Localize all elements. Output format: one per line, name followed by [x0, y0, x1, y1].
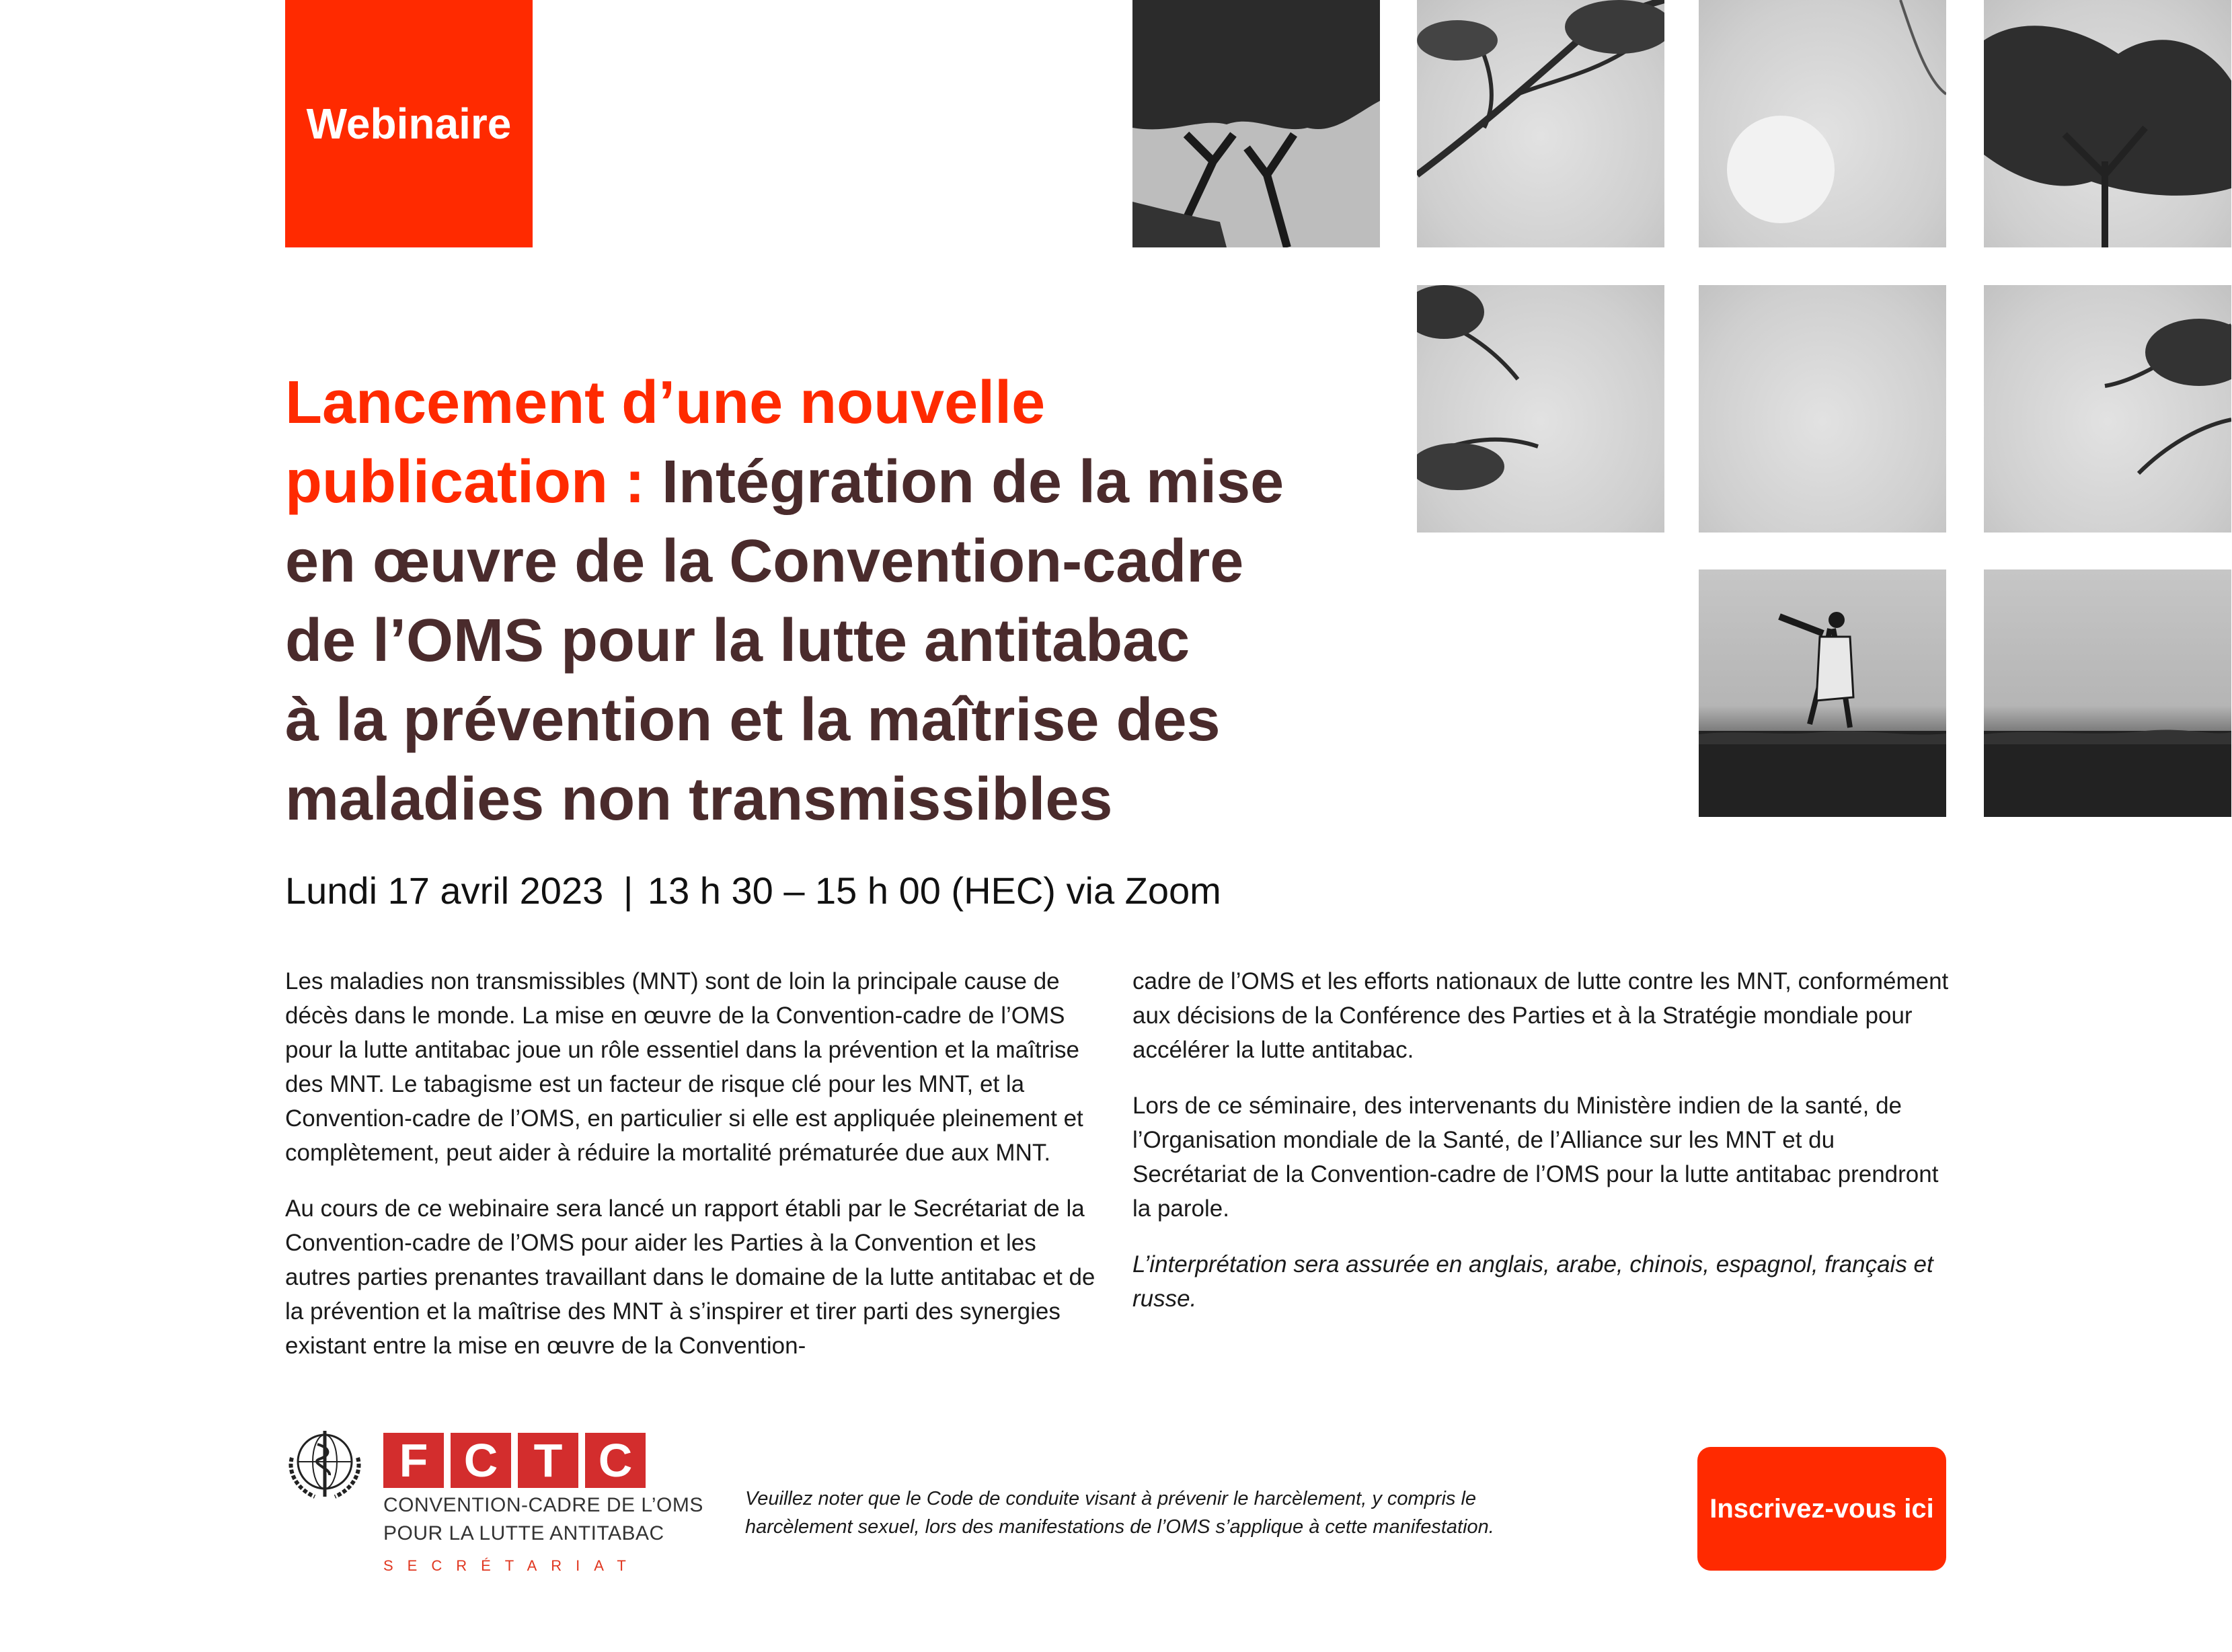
photo-tile-landscape: [1984, 569, 2231, 817]
fctc-letter: C: [585, 1433, 646, 1488]
who-emblem-icon: [282, 1424, 367, 1503]
body-paragraph: Au cours de ce webinaire sera lancé un rapport établi par le Secrétariat de la Convention-cadre de l’OMS pour aider les Parties à la Convention et les autres parties prenantes travaillant dans le domaine de la lutte antitabac et de la prévention et la maîtrise des MNT à s’inspirer et tirer parti des synergies existant entre la mise en œuvre de la Convention-: [285, 1195, 1095, 1359]
title-line2-rest: Intégration de la mise: [661, 448, 1284, 516]
body-column-right: [1132, 964, 1953, 1337]
notice-line1: Veuillez noter que le Code de conduite visant à prévenir le harcèlement, y compris le: [745, 1488, 1477, 1509]
photo-tile-branches-left: [1417, 285, 1664, 533]
event-date: Lundi 17 avril 2023: [285, 869, 604, 912]
code-of-conduct-notice: [745, 1485, 1613, 1541]
title-highlight-line2: publication :: [285, 448, 645, 516]
photo-tile-sky: [1699, 285, 1946, 533]
body-paragraph: Les maladies non transmissibles (MNT) sont de loin la principale cause de décès dans le monde. La mise en œuvre de la Convention-cadre de l’OMS pour la lutte antitabac joue un rôle essentiel dans la prévention et la maîtrise des MNT. Le tabagisme est un facteur de risque clé pour les MNT, et la Convention-cadre de l’OMS, en particulier si elle est appliquée pleinement et complètement, peut aider à réduire la mortalité prématurée due aux MNT.: [285, 968, 1083, 1166]
body-paragraph: cadre de l’OMS et les efforts nationaux de lutte contre les MNT, conformément aux décisions de la Conférence des Parties et à la Stratégie mondiale pour accélérer la lutte antitabac.: [1132, 968, 1949, 1063]
title-line5: à la prévention et la maîtrise des: [285, 686, 1221, 754]
register-button[interactable]: Inscrivez-vous ici: [1697, 1447, 1946, 1571]
notice-line2: harcèlement sexuel, lors des manifestations de l’OMS s’applique à cette manifestation.: [745, 1516, 1494, 1538]
webinar-badge-label: Webinaire: [306, 100, 512, 148]
title-highlight-line1: Lancement d’une nouvelle: [285, 369, 1046, 436]
photo-tile-branches: [1417, 0, 1664, 247]
photo-tile-tree-top-right: [1984, 0, 2231, 247]
photo-tile-walker: [1699, 569, 1946, 817]
body-paragraph: Lors de ce séminaire, des intervenants du Ministère indien de la santé, de l’Organisation mondiale de la Santé, de l’Alliance sur les MNT et du Secrétariat de la Convention-cadre de l’OMS pour la lutte antitabac prendront la parole.: [1132, 1093, 1939, 1222]
fctc-letter: F: [383, 1433, 444, 1488]
photo-tile-branches-right: [1984, 285, 2231, 533]
fctc-secretariat-label: SECRÉTARIAT: [383, 1557, 640, 1574]
photo-tile-sun: [1699, 0, 1946, 247]
body-column-left: [285, 964, 1106, 1384]
title-line3: en œuvre de la Convention-cadre: [285, 528, 1244, 595]
interpretation-note: L’interprétation sera assurée en anglais, arabe, chinois, espagnol, français et russe.: [1132, 1251, 1933, 1312]
page-title: [285, 363, 1375, 839]
webinar-badge: [285, 0, 533, 247]
fctc-logo: [383, 1433, 646, 1488]
fctc-logo-line1: CONVENTION-CADRE DE L’OMS: [383, 1494, 703, 1516]
photo-tile-tree-dark: [1132, 0, 1380, 247]
event-time-platform: 13 h 30 – 15 h 00 (HEC) via Zoom: [647, 869, 1221, 912]
title-line6: maladies non transmissibles: [285, 766, 1113, 833]
event-dateline: [285, 869, 1428, 912]
fctc-letter: T: [518, 1433, 578, 1488]
fctc-letter: C: [451, 1433, 511, 1488]
event-separator: |: [623, 869, 633, 912]
title-line4: de l’OMS pour la lutte antitabac: [285, 607, 1190, 674]
fctc-logo-line2: POUR LA LUTTE ANTITABAC: [383, 1522, 664, 1544]
